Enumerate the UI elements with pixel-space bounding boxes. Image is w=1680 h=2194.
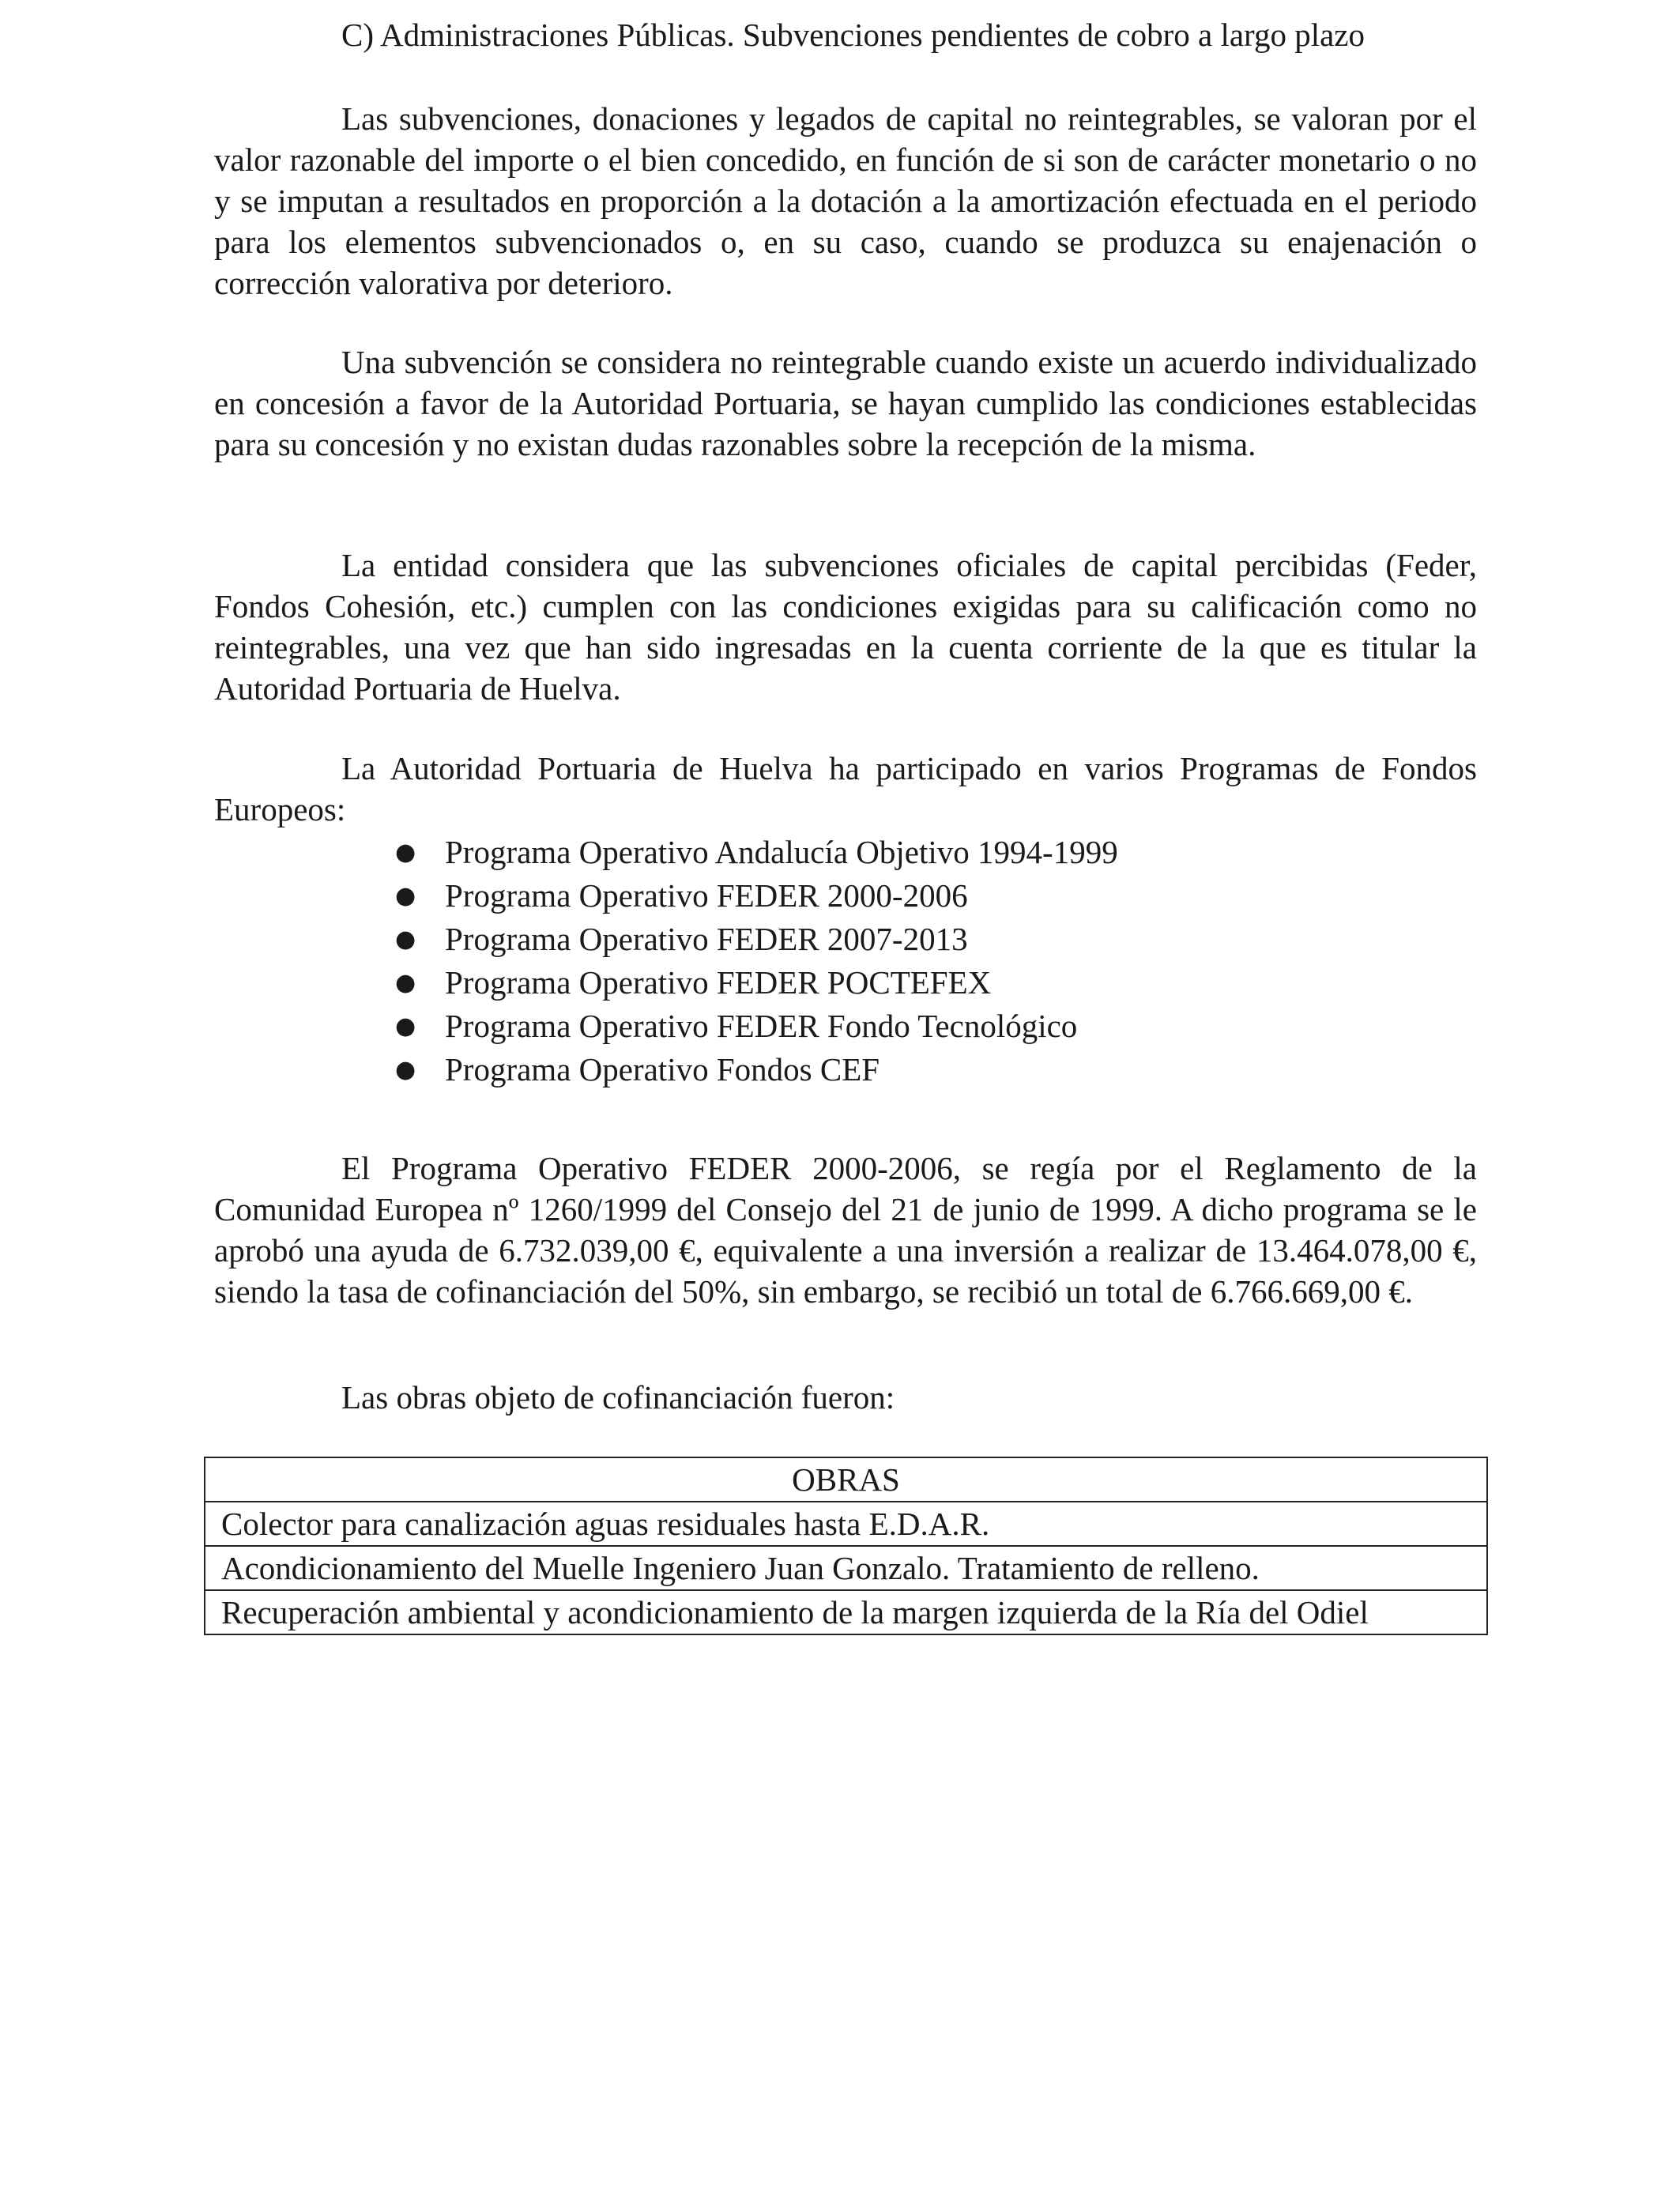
- bullet-icon: ●: [395, 1012, 416, 1040]
- list-item: ● Programa Operativo FEDER POCTEFEX: [395, 961, 1118, 1005]
- table-cell: Acondicionamiento del Muelle Ingeniero Juan Gonzalo. Tratamiento de relleno.: [205, 1546, 1487, 1590]
- programs-list: [395, 831, 1118, 1091]
- table-cell: Colector para canalización aguas residuales hasta E.D.A.R.: [205, 1502, 1487, 1546]
- bullet-icon: ●: [395, 839, 416, 866]
- bullet-icon: ●: [395, 925, 416, 953]
- paragraph-european-funds: La Autoridad Portuaria de Huelva ha participado en varios Programas de Fondos Europeos:: [214, 750, 1477, 827]
- list-item: ● Programa Operativo FEDER 2000-2006: [395, 874, 1118, 918]
- list-item: ● Programa Operativo Andalucía Objetivo 1994-1999: [395, 831, 1118, 874]
- table-row: [205, 1590, 1487, 1634]
- list-item: ● Programa Operativo FEDER Fondo Tecnológico: [395, 1005, 1118, 1048]
- paragraph-entity-considers: La entidad considera que las subvenciones oficiales de capital percibidas (Feder, Fondos Cohesión, etc.) cumplen con las condiciones exigidas para su calificación como no reintegrables, una vez que han sido ingresadas en la cuenta corriente de la que es titular la Autoridad Portuaria de Huelva.: [214, 547, 1477, 707]
- paragraph-valuation: Las subvenciones, donaciones y legados de capital no reintegrables, se valoran por el valor razonable del importe o el bien concedido, en función de si son de carácter monetario o no y se imputan a resultados en proporción a la dotación a la amortización efectuada en el periodo para los elementos subvencionados o, en su caso, cuando se produzca su enajenación o corrección valorativa por deterioro.: [214, 100, 1477, 301]
- bullet-icon: ●: [395, 882, 416, 910]
- list-item: ● Programa Operativo Fondos CEF: [395, 1048, 1118, 1091]
- list-item: ● Programa Operativo FEDER 2007-2013: [395, 918, 1118, 961]
- bullet-icon: ●: [395, 1056, 416, 1084]
- table-row: [205, 1546, 1487, 1590]
- bullet-icon: ●: [395, 969, 416, 997]
- table-header: OBRAS: [205, 1457, 1487, 1502]
- table-header-row: [205, 1457, 1487, 1502]
- paragraph-feder-2000-2006: El Programa Operativo FEDER 2000-2006, se regía por el Reglamento de la Comunidad Europea nº 1260/1999 del Consejo del 21 de junio de 1999. A dicho programa se le aprobó una ayuda de 6.732.039,00 €, equivalente a una inversión a realizar de 13.464.078,00 €, siendo la tasa de cofinanciación del 50%, sin embargo, se recibió un total de 6.766.669,00 €.: [214, 1150, 1477, 1310]
- obras-intro: Las obras objeto de cofinanciación fueron:: [341, 1379, 895, 1416]
- table-cell: Recuperación ambiental y acondicionamiento de la margen izquierda de la Ría del Odiel: [205, 1590, 1487, 1634]
- paragraph-non-refundable: Una subvención se considera no reintegrable cuando existe un acuerdo individualizado en concesión a favor de la Autoridad Portuaria, se hayan cumplido las condiciones establecidas para su concesión y no existan dudas razonables sobre la recepción de la misma.: [214, 344, 1477, 462]
- obras-table: [204, 1457, 1488, 1635]
- table-row: [205, 1502, 1487, 1546]
- section-heading: C) Administraciones Públicas. Subvenciones pendientes de cobro a largo plazo: [341, 17, 1365, 53]
